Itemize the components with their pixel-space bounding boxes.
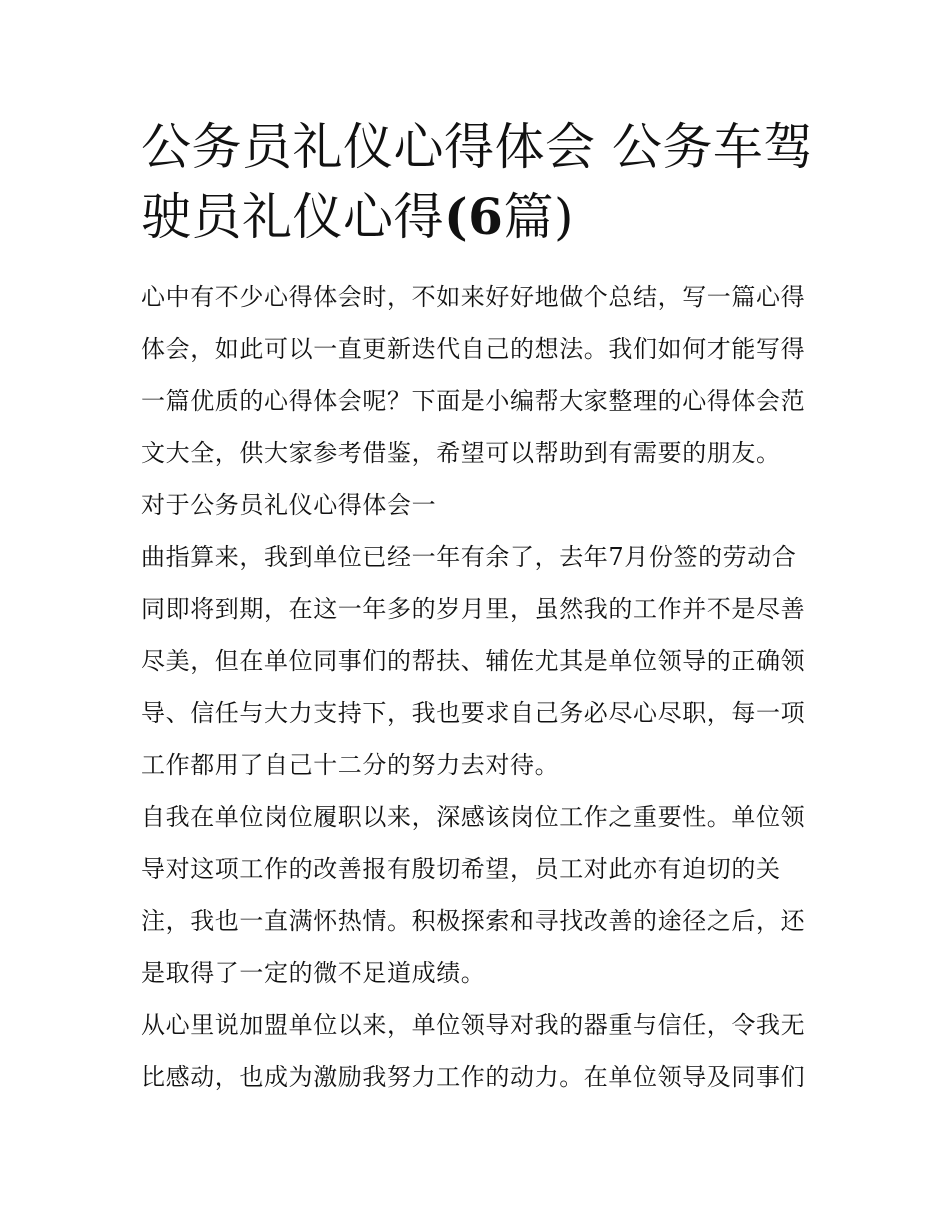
title-count: (6 (444, 187, 504, 246)
title-suffix: 篇) (503, 188, 574, 246)
document-body (141, 112, 816, 1103)
document-title (141, 112, 816, 252)
title-text: 公务员礼仪心得体会 公务车驾驶员礼仪心得 (141, 118, 814, 246)
paragraph: 从心里说加盟单位以来，单位领导对我的器重与信任，令我无比感动，也成为激励我努力工作的动力。在单位领导及同事们 (141, 1011, 806, 1091)
paragraph-intro: 心中有不少心得体会时，不如来好好地做个总结，写一篇心得体会，如此可以一直更新迭代自己的想法。我们如何才能写得一篇优质的心得体会呢？下面是小编帮大家整理的心得体会范文大全，供大家参考借鉴，希望可以帮助到有需要的朋友。 (141, 283, 806, 467)
section-heading: 对于公务员礼仪心得体会一 (141, 491, 437, 519)
paragraph: 自我在单位岗位履职以来，深感该岗位工作之重要性。单位领导对这项工作的改善报有殷切希望，员工对此亦有迫切的关注，我也一直满怀热情。积极探索和寻找改善的途径之后，还是取得了一定的微不足道成绩。 (141, 803, 806, 987)
paragraph: 曲指算来，我到单位已经一年有余了，去年7月份签的劳动合同即将到期，在这一年多的岁月里，虽然我的工作并不是尽善尽美，但在单位同事们的帮扶、辅佐尤其是单位领导的正确领导、信任与大力支持下，我也要求自己务必尽心尽职，每一项工作都用了自己十二分的努力去对待。 (141, 543, 806, 779)
